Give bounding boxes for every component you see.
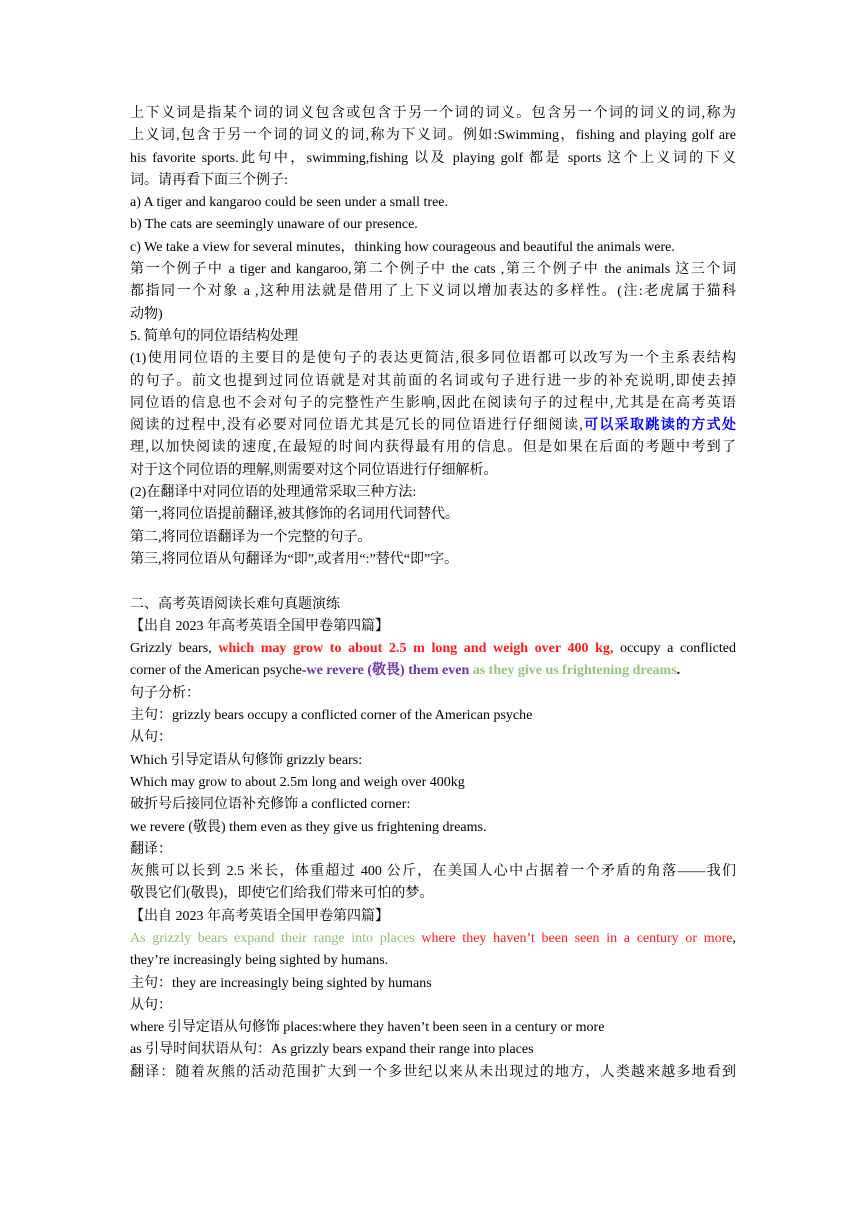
s2-relative-clause: where they haven’t been seen in a century or more — [421, 930, 733, 946]
section5-p1-line-4 — [130, 415, 736, 437]
s1-relative-clause: which may grow to about 2.5 m long and weigh over 400 kg, — [218, 641, 614, 657]
section5-p2-line-4: 第三,将同位语从句翻译为“即”,或者用“:”替代“即”字。 — [130, 551, 459, 567]
s1-adverbial-clause: as they give us frightening dreams — [472, 663, 677, 679]
s1-predicate: occupy a conflicted — [613, 641, 736, 657]
section5-p2-line-2: 第一,将同位语提前翻译,被其修饰的名词用代词替代。 — [130, 507, 459, 523]
example-c: c) We take a view for several minutes，thinking how courageous and beautiful the animals were. — [130, 239, 675, 255]
s1-appositive: we revere (敬畏) them even — [306, 663, 473, 679]
intro-line-2: 上义词,包含于另一个词的词义的词,称为下义词。例如:Swimming，fishing and playing golf are — [130, 128, 736, 144]
section5-p1-line-4-text: 阅读的过程中,没有必要对同位语尤其是冗长的同位语进行仔细阅读, — [130, 418, 583, 434]
sub-clause-label-2: 从句： — [130, 997, 172, 1013]
s2-comma: , — [732, 930, 736, 946]
section5-p2-line-3: 第二,将同位语翻译为一个完整的句子。 — [130, 529, 372, 545]
sub-clause-2b: as 引导时间状语从句：As grizzly bears expand their range into places — [130, 1042, 534, 1058]
s1-period: . — [676, 663, 681, 679]
explain-line-2: 都指同一个对象 a ,这种用法就是借用了上下义词以增加表达的多样性。(注:老虎属于猫科 — [130, 284, 736, 300]
main-clause-1: 主句：grizzly bears occupy a conflicted corner of the American psyche — [130, 708, 533, 724]
section5-p1-line-5: 理,以加快阅读的速度,在最短的时间内获得最有用的信息。但是如果在后面的考题中考到了 — [130, 440, 736, 456]
intro-line-3: his favorite sports.此句中，swimming,fishing 以及 playing golf 都是 sports 这个上义词的下义 — [130, 150, 736, 166]
translation-label: 翻译： — [130, 841, 172, 857]
section5-p1-line-1: (1)使用同位语的主要目的是使句子的表达更简洁,很多同位语都可以改写为一个主系表结构 — [130, 351, 736, 367]
s1-object: corner of the American psyche- — [130, 663, 307, 679]
analysis-label: 句子分析： — [130, 685, 200, 701]
sub-clause-2a: where 引导定语从句修饰 places:where they haven’t been seen in a century or more — [130, 1020, 605, 1036]
section5-title: 5. 简单句的同位语结构处理 — [130, 328, 298, 344]
example-b: b) The cats are seemingly unaware of our presence. — [130, 217, 418, 233]
translation-1b: 敬畏它们(敬畏)，即使它们给我们带来可怕的梦。 — [130, 886, 434, 902]
sub-clause-label-1: 从句： — [130, 730, 172, 746]
section5-p1-line-6: 对于这个同位语的理解,则需要对这个同位语进行仔细解析。 — [130, 462, 498, 478]
s1-subject: Grizzly bears, — [130, 641, 219, 657]
explain-line-1: 第一个例子中 a tiger and kangaroo,第二个例子中 the cats ,第三个例子中 the animals 这三个词 — [130, 262, 736, 278]
section5-p1-line-3: 同位语的信息也不会对句子的完整性产生影响,因此在阅读句子的过程中,尤其是在高考英语 — [130, 395, 736, 411]
sub-clause-1c: 破折号后接同位语补充修饰 a conflicted corner: — [130, 797, 411, 813]
sentence-1-line-1 — [130, 638, 736, 660]
spacer — [130, 571, 736, 593]
example-a: a) A tiger and kangaroo could be seen under a small tree. — [130, 195, 448, 211]
sub-clause-1a: Which 引导定语从句修饰 grizzly bears: — [130, 752, 363, 768]
sentence-1-line-2 — [130, 660, 736, 682]
skim-reading-highlight: 可以采取跳读的方式处 — [582, 418, 736, 434]
translation-2: 翻译：随着灰熊的活动范围扩大到一个多世纪以来从未出现过的地方，人类越来越多地看到 — [130, 1064, 736, 1080]
s2-adverbial-clause: As grizzly bears expand their range into places — [130, 930, 422, 946]
section5-p1-line-2: 的句子。前文也提到过同位语就是对其前面的名词或句子进行进一步的补充说明,即使去掉 — [130, 373, 736, 389]
main-clause-2: 主句：they are increasingly being sighted by humans — [130, 975, 432, 991]
translation-1a: 灰熊可以长到 2.5 米长，体重超过 400 公斤，在美国人心中占据着一个矛盾的角落——我们 — [130, 864, 736, 880]
source-2: 【出自 2023 年高考英语全国甲卷第四篇】 — [130, 908, 389, 924]
intro-line-4: 词。请再看下面三个例子: — [130, 172, 288, 188]
intro-line-1: 上下义词是指某个词的词义包含或包含于另一个词的词义。包含另一个词的词义的词,称为 — [130, 106, 736, 121]
source-1: 【出自 2023 年高考英语全国甲卷第四篇】 — [130, 618, 389, 634]
part2-title: 二、高考英语阅读长难句真题演练 — [130, 596, 340, 612]
sentence-2-line-1 — [130, 928, 736, 950]
sub-clause-1d: we revere (敬畏) them even as they give us frightening dreams. — [130, 819, 487, 835]
sentence-2-line-2: they’re increasingly being sighted by humans. — [130, 953, 389, 969]
explain-line-3: 动物) — [130, 306, 163, 322]
document-page — [130, 103, 736, 1084]
sub-clause-1b: Which may grow to about 2.5m long and weigh over 400kg — [130, 774, 465, 790]
section5-p2-line-1: (2)在翻译中对同位语的处理通常采取三种方法: — [130, 485, 417, 501]
